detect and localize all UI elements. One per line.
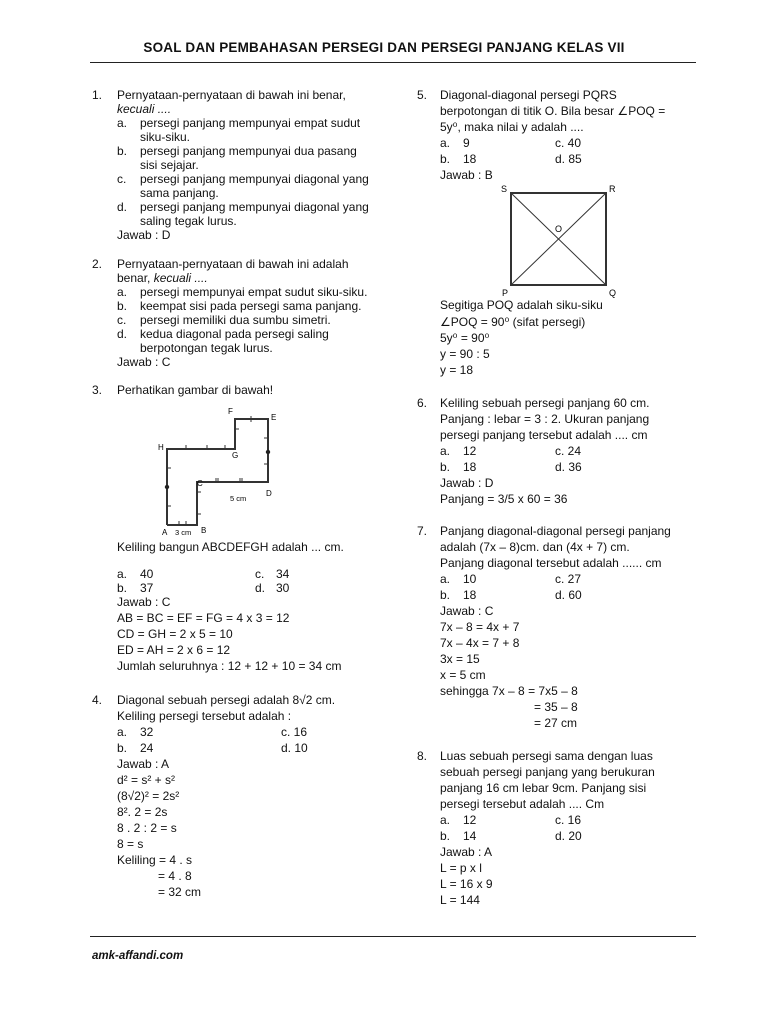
q7-opt-b-letter: b. xyxy=(440,588,451,602)
q3-stem: Perhatikan gambar di bawah! xyxy=(117,383,274,397)
q6-opt-b-letter: b. xyxy=(440,460,451,474)
q5-opt-c: c. 40 xyxy=(555,136,582,150)
q7-step-6: = 35 – 8 xyxy=(534,700,578,714)
q1-opt-d-letter: d. xyxy=(117,200,128,214)
q4-number: 4. xyxy=(92,693,103,707)
q3-answer: Jawab : C xyxy=(117,595,171,609)
q2-opt-d-letter: d. xyxy=(117,327,128,341)
q3-step-2: CD = GH = 2 x 5 = 10 xyxy=(117,627,233,641)
q4-stem-line1: Diagonal sebuah persegi adalah 8√2 cm. xyxy=(117,693,336,707)
q6-step-1: Panjang = 3/5 x 60 = 36 xyxy=(440,492,568,506)
q5-opt-a: 9 xyxy=(463,136,470,150)
q5-answer: Jawab : B xyxy=(440,168,493,182)
q4-step-3: 8². 2 = 2s xyxy=(117,805,168,819)
q7-number: 7. xyxy=(417,524,428,538)
q4-opt-d: d. 10 xyxy=(281,741,308,755)
top-rule xyxy=(90,62,696,63)
q1-opt-c-line1: persegi panjang mempunyai diagonal yang xyxy=(140,172,369,186)
q6-stem-line2: Panjang : lebar = 3 : 2. Ukuran panjang xyxy=(440,412,650,426)
q8-stem-line3: panjang 16 cm lebar 9cm. Panjang sisi xyxy=(440,781,647,795)
q4-stem-line2: Keliling persegi tersebut adalah : xyxy=(117,709,292,723)
q4-opt-a: 32 xyxy=(140,725,154,739)
q3-number: 3. xyxy=(92,383,103,397)
q6-stem-line3: persegi panjang tersebut adalah .... cm xyxy=(440,428,648,442)
q7-stem-line1: Panjang diagonal-diagonal persegi panjang xyxy=(440,524,671,538)
q2-number: 2. xyxy=(92,257,103,271)
q4-opt-a-letter: a. xyxy=(117,725,128,739)
q1-opt-a-letter: a. xyxy=(117,116,128,130)
bottom-rule xyxy=(90,936,696,937)
q5-number: 5. xyxy=(417,88,428,102)
q8-step-3: L = 144 xyxy=(440,893,480,907)
q3-opt-d-letter: d. xyxy=(255,581,266,595)
q7-step-4: x = 5 cm xyxy=(440,668,486,682)
q7-stem-line2: adalah (7x – 8)cm. dan (4x + 7) cm. xyxy=(440,540,630,554)
q1-stem-line2: kecuali .... xyxy=(117,102,172,116)
q5-label-s: S xyxy=(501,184,508,194)
q4-step-8: = 32 cm xyxy=(158,885,202,899)
q5-stem-line2: berpotongan di titik O. Bila besar ∠POQ = xyxy=(440,104,666,118)
q7-step-5: sehingga 7x – 8 = 7x5 – 8 xyxy=(440,684,578,698)
q8-opt-c: c. 16 xyxy=(555,813,582,827)
q8-opt-b-letter: b. xyxy=(440,829,451,843)
q4-step-4: 8 . 2 : 2 = s xyxy=(117,821,177,835)
q7-opt-a: 10 xyxy=(463,572,477,586)
q2-opt-b: keempat sisi pada persegi sama panjang. xyxy=(140,299,362,313)
q4-opt-b-letter: b. xyxy=(117,741,128,755)
q5-opt-b-letter: b. xyxy=(440,152,451,166)
q6-opt-c: c. 24 xyxy=(555,444,582,458)
q1-opt-d-line2: saling tegak lurus. xyxy=(140,214,237,228)
q1-opt-c-line2: sama panjang. xyxy=(140,186,219,200)
q2-answer: Jawab : C xyxy=(117,355,171,369)
q6-opt-a-letter: a. xyxy=(440,444,451,458)
q3-label-e: E xyxy=(271,413,277,422)
q3-opt-c: 34 xyxy=(276,567,290,581)
q5-step-3: 5y⁰ = 90⁰ xyxy=(440,331,490,345)
q6-opt-a: 12 xyxy=(463,444,477,458)
q3-label-f: F xyxy=(228,407,233,416)
q5-step-2: ∠POQ = 90⁰ (sifat persegi) xyxy=(440,315,586,329)
q1-stem-line1: Pernyataan-pernyataan di bawah ini benar, xyxy=(117,88,346,102)
q2-opt-c-letter: c. xyxy=(117,313,127,327)
q7-opt-d: d. 60 xyxy=(555,588,582,602)
q5-stem-line1: Diagonal-diagonal persegi PQRS xyxy=(440,88,617,102)
q2-opt-c: persegi memiliki dua sumbu simetri. xyxy=(140,313,331,327)
q8-opt-b: 14 xyxy=(463,829,477,843)
q8-number: 8. xyxy=(417,749,428,763)
q1-opt-d-line1: persegi panjang mempunyai diagonal yang xyxy=(140,200,369,214)
q2-stem-line2-italic: kecuali .... xyxy=(153,271,208,285)
q4-opt-c: c. 16 xyxy=(281,725,308,739)
q8-opt-a: 12 xyxy=(463,813,477,827)
q2-opt-a-letter: a. xyxy=(117,285,128,299)
q3-figure-dot-left xyxy=(165,485,169,489)
q1-opt-b-letter: b. xyxy=(117,144,128,158)
q3-figure-dot-right xyxy=(266,450,270,454)
q7-opt-b: 18 xyxy=(463,588,477,602)
q8-step-2: L = 16 x 9 xyxy=(440,877,493,891)
q7-opt-c: c. 27 xyxy=(555,572,582,586)
q6-opt-d: d. 36 xyxy=(555,460,582,474)
q5-stem-line3: 5y⁰, maka nilai y adalah .... xyxy=(440,120,584,134)
q5-label-q: Q xyxy=(609,288,617,298)
q1-opt-b-line2: sisi sejajar. xyxy=(140,158,199,172)
q3-step-4: Jumlah seluruhnya : 12 + 12 + 10 = 34 cm xyxy=(117,659,342,673)
q3-opt-c-letter: c. xyxy=(255,567,265,581)
q5-step-4: y = 90 : 5 xyxy=(440,347,490,361)
q4-step-6: Keliling = 4 . s xyxy=(117,853,193,867)
q5-opt-a-letter: a. xyxy=(440,136,451,150)
q3-label-c: C xyxy=(197,479,203,488)
q8-stem-line4: persegi tersebut adalah .... Cm xyxy=(440,797,605,811)
q3-label-a: A xyxy=(162,528,168,537)
q8-step-1: L = p x l xyxy=(440,861,482,875)
q8-stem-line1: Luas sebuah persegi sama dengan luas xyxy=(440,749,653,763)
q2-opt-d-line2: berpotongan tegak lurus. xyxy=(140,341,273,355)
q5-figure-pqrs xyxy=(496,180,626,298)
q2-opt-b-letter: b. xyxy=(117,299,128,313)
q2-stem-line1: Pernyataan-pernyataan di bawah ini adalah xyxy=(117,257,349,271)
q2-opt-a: persegi mempunyai empat sudut siku-siku. xyxy=(140,285,368,299)
q3-opt-d: 30 xyxy=(276,581,290,595)
q3-opt-b: 37 xyxy=(140,581,154,595)
q3-step-1: AB = BC = EF = FG = 4 x 3 = 12 xyxy=(117,611,290,625)
q3-label-5cm: 5 cm xyxy=(230,494,247,503)
q3-label-3cm: 3 cm xyxy=(175,528,192,537)
q3-figure-abcdefgh xyxy=(150,402,280,538)
q6-answer: Jawab : D xyxy=(440,476,494,490)
q6-number: 6. xyxy=(417,396,428,410)
q5-label-r: R xyxy=(609,184,616,194)
q3-label-d: D xyxy=(266,489,272,498)
q7-step-2: 7x – 4x = 7 + 8 xyxy=(440,636,520,650)
q5-step-5: y = 18 xyxy=(440,363,474,377)
q1-opt-a-line1: persegi panjang mempunyai empat sudut xyxy=(140,116,361,130)
q2-stem-line2-text: benar, xyxy=(117,271,154,285)
q1-opt-c-letter: c. xyxy=(117,172,127,186)
q4-step-5: 8 = s xyxy=(117,837,144,851)
footer-site: amk-affandi.com xyxy=(92,950,184,962)
q3-question: Keliling bangun ABCDEFGH adalah ... cm. xyxy=(117,540,344,554)
q1-answer: Jawab : D xyxy=(117,228,171,242)
q2-opt-d-line1: kedua diagonal pada persegi saling xyxy=(140,327,329,341)
q8-opt-d: d. 20 xyxy=(555,829,582,843)
q7-step-3: 3x = 15 xyxy=(440,652,480,666)
q4-opt-b: 24 xyxy=(140,741,154,755)
q3-opt-a-letter: a. xyxy=(117,567,128,581)
q8-opt-a-letter: a. xyxy=(440,813,451,827)
q8-stem-line2: sebuah persegi panjang yang berukuran xyxy=(440,765,655,779)
page-title: SOAL DAN PEMBAHASAN PERSEGI DAN PERSEGI PANJANG KELAS VII xyxy=(143,40,625,55)
q7-step-7: = 27 cm xyxy=(534,716,578,730)
q1-number: 1. xyxy=(92,88,103,102)
q5-opt-b: 18 xyxy=(463,152,477,166)
q3-label-b: B xyxy=(201,526,207,535)
q4-step-2: (8√2)² = 2s² xyxy=(117,789,180,803)
q6-stem-line1: Keliling sebuah persegi panjang 60 cm. xyxy=(440,396,650,410)
q5-opt-d: d. 85 xyxy=(555,152,582,166)
q1-opt-b-line1: persegi panjang mempunyai dua pasang xyxy=(140,144,357,158)
q3-label-h: H xyxy=(158,443,164,452)
q3-opt-b-letter: b. xyxy=(117,581,128,595)
q3-figure-outline xyxy=(167,419,268,525)
q3-opt-a: 40 xyxy=(140,567,154,581)
q6-opt-b: 18 xyxy=(463,460,477,474)
q7-step-1: 7x – 8 = 4x + 7 xyxy=(440,620,520,634)
q3-step-3: ED = AH = 2 x 6 = 12 xyxy=(117,643,231,657)
q7-answer: Jawab : C xyxy=(440,604,494,618)
q5-step-1: Segitiga POQ adalah siku-siku xyxy=(440,298,603,312)
q7-opt-a-letter: a. xyxy=(440,572,451,586)
q4-step-1: d² = s² + s² xyxy=(117,773,176,787)
q5-label-o: O xyxy=(555,224,563,234)
q4-step-7: = 4 . 8 xyxy=(158,869,192,883)
q7-stem-line3: Panjang diagonal tersebut adalah ...... cm xyxy=(440,556,662,570)
q8-answer: Jawab : A xyxy=(440,845,493,859)
q3-figure-tick-marks xyxy=(167,416,268,525)
q1-opt-a-line2: siku-siku. xyxy=(140,130,191,144)
q2-stem-line2 xyxy=(117,271,208,285)
q3-label-g: G xyxy=(232,451,239,460)
q5-label-p: P xyxy=(502,288,509,298)
q4-answer: Jawab : A xyxy=(117,757,170,771)
